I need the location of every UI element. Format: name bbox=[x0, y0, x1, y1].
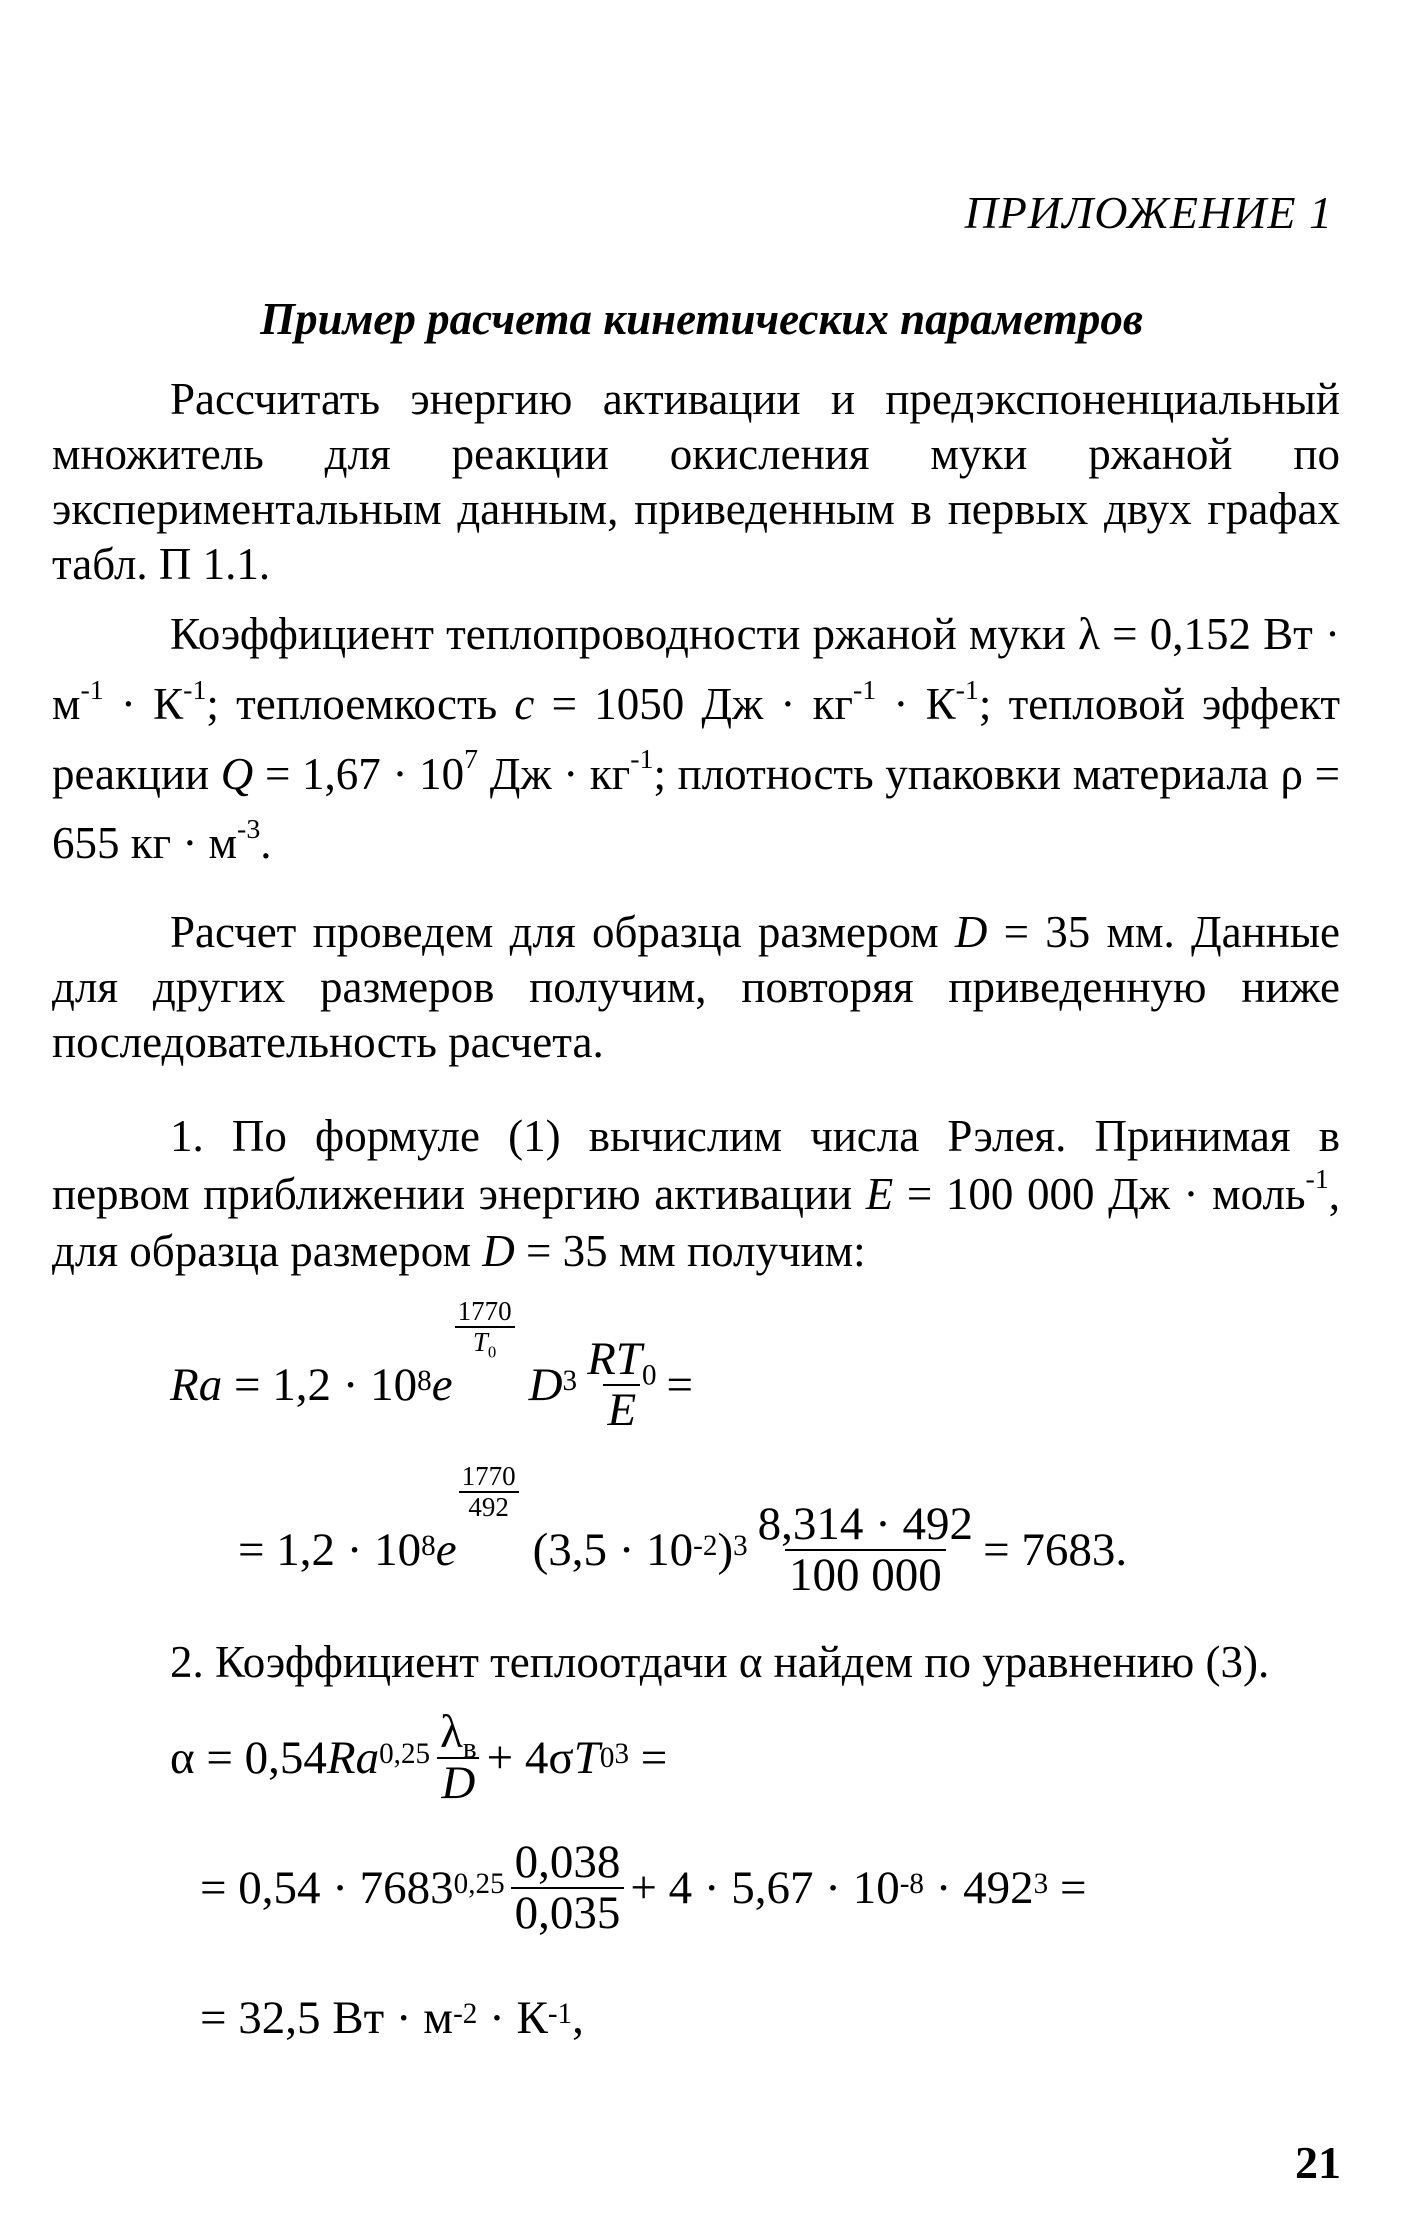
rt-over-e-fraction: $\frac{RT_0}{E}$ bbox=[587, 1333, 657, 1437]
formula-heat-transfer-numeric: = 0,54 · 7683 $^{0,25}$ $\frac{0,038}{0,035}$ + 4 · 5,67 · 10 $^{-8}$ · 492 $^3$ = bbox=[200, 1836, 1087, 1940]
lambda-over-d-fraction: $\frac{\lambda_в}{D}$ bbox=[436, 1708, 481, 1809]
conductivity-fraction: $\frac{0,038}{0,035}$ bbox=[511, 1838, 625, 1939]
paragraph-step-1: 1. По формуле (1) вычислим числа Рэлея. Принимая в первом приближении энергию активации E = 100 000 Дж · моль$^{-1}$, для образца размером D = 35 мм получим: bbox=[52, 1111, 1341, 1277]
rho-value: 655 bbox=[52, 818, 120, 869]
paragraph-sample-size: Расчет проведем для образца размером D = 35 мм. Данные для других размеров получим, повторяя приведенную ниже последовательность расчета. bbox=[52, 907, 1341, 1067]
q-unit: Дж · кг bbox=[489, 748, 631, 799]
lambda-symbol: λ bbox=[1078, 609, 1100, 659]
lambda-unit: Вт · м bbox=[52, 609, 1341, 729]
exponent-fraction: $\frac{1770}{T_0}$ bbox=[455, 1297, 515, 1358]
d-symbol: D bbox=[954, 907, 988, 957]
exponent-fraction-numeric: $\frac{1770}{492}$ bbox=[459, 1462, 519, 1523]
formula-rayleigh: Ra = 1,2 · 10 $^8$ e $\frac{1770}{T_0}$ D $^3$ $\frac{RT_0}{E}$ = bbox=[170, 1295, 694, 1437]
conductivity-intro: Коэффициент теплопроводности ржаной муки bbox=[170, 609, 1066, 659]
page-number: 21 bbox=[1295, 2137, 1341, 2188]
c-symbol: c bbox=[514, 678, 535, 729]
appendix-header: ПРИЛОЖЕНИЕ 1 bbox=[964, 187, 1333, 238]
formula-heat-transfer-result: = 32,5 Вт · м $^{-2}$ · К $^{-1}$ , bbox=[200, 1992, 584, 2044]
q-symbol: Q bbox=[220, 748, 254, 799]
paragraph-constants: Коэффициент теплопроводности ржаной муки λ = 0,152 Вт · $м^{-1} \cdot К^{-1}$; теплоемкость c = 1050 Дж · $кг^{-1} \cdot К^{-1}$; тепловой эффект реакции $Q = 1,67 \cdot 10^7$ Дж · $кг^{-1}$; плотность упаковки материала ρ = 655 кг · $м^{-3}$. bbox=[52, 609, 1341, 869]
c-unit: Дж · кг bbox=[701, 678, 853, 729]
heat-capacity-label: ; теплоемкость bbox=[206, 678, 498, 729]
e-symbol: E bbox=[865, 1168, 894, 1219]
section-title: Пример расчета кинетических параметров bbox=[260, 294, 1143, 344]
q-value: 1,67 · 10 bbox=[302, 748, 465, 799]
rho-symbol: ρ bbox=[1280, 748, 1303, 799]
rho-unit: кг · м bbox=[130, 818, 238, 869]
c-value: 1050 bbox=[594, 678, 685, 729]
heat-effect-label: тепловой эффект реакции bbox=[52, 678, 1341, 799]
lambda-value: 0,152 bbox=[1149, 609, 1251, 659]
formula-heat-transfer: α = 0,54 Ra $^{0,25}$ $\frac{\lambda_в}{D}$ + 4σ T 0 $^3$ = bbox=[170, 1706, 668, 1810]
paragraph-step-2: 2. Коэффициент теплоотдачи α найдем по уравнению (3). bbox=[170, 1637, 1270, 1687]
numeric-fraction: $\frac{8,314 \cdot 492}{100 000}$ bbox=[757, 1498, 974, 1602]
density-label: ; плотность упаковки материала bbox=[653, 748, 1269, 799]
paragraph-intro: Рассчитать энергию активации и предэкспоненциальный множитель для реакции окисления муки ржаной по экспериментальным данным, приведенным в первых двух графах табл. П 1.1. bbox=[52, 374, 1340, 589]
formula-rayleigh-numeric: = 1,2 · 10 $^8$ e $\frac{1770}{492}$ (3,5 · 10 $^{-2}$ ) $^3$ $\frac{8,314 \cdot 492}{100 000}$ = 7683. bbox=[238, 1460, 1128, 1602]
